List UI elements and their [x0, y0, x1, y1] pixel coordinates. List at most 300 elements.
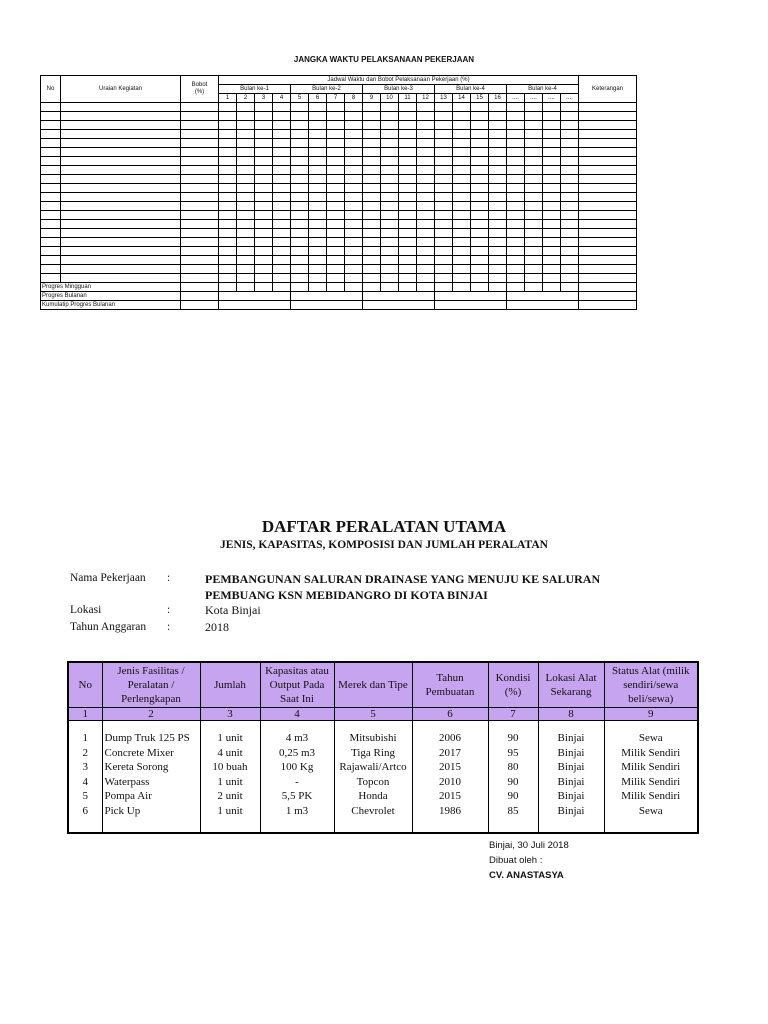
schedule-cell — [471, 283, 489, 292]
info-label-lokasi: Lokasi — [70, 604, 102, 616]
equipment-header-cell: Tahun Pembuatan — [412, 662, 488, 708]
schedule-cell — [61, 175, 181, 184]
schedule-cell — [399, 157, 417, 166]
schedule-header-no: No — [41, 76, 61, 103]
schedule-cell — [435, 247, 453, 256]
schedule-cell — [327, 220, 345, 229]
schedule-cell — [237, 130, 255, 139]
schedule-week-header: 4 — [273, 94, 291, 103]
equipment-header-cell: No — [68, 662, 102, 708]
schedule-footer-row — [41, 301, 637, 310]
schedule-cell — [273, 175, 291, 184]
schedule-cell — [237, 148, 255, 157]
equipment-cell-jenis: Pompa Air — [102, 789, 200, 804]
schedule-cell — [219, 274, 237, 283]
schedule-cell — [327, 121, 345, 130]
schedule-cell — [417, 211, 435, 220]
schedule-cell — [579, 193, 637, 202]
equipment-cell-tahun: 1986 — [412, 804, 488, 819]
schedule-cell — [309, 211, 327, 220]
schedule-cell — [399, 121, 417, 130]
schedule-cell — [273, 247, 291, 256]
schedule-cell — [507, 274, 525, 283]
schedule-cell — [543, 166, 561, 175]
schedule-cell — [471, 121, 489, 130]
schedule-cell — [543, 247, 561, 256]
equipment-cell-no: 3 — [68, 760, 102, 775]
schedule-cell — [381, 148, 399, 157]
schedule-cell — [381, 157, 399, 166]
schedule-cell — [327, 130, 345, 139]
schedule-cell — [435, 238, 453, 247]
schedule-cell — [435, 157, 453, 166]
schedule-cell — [219, 247, 237, 256]
schedule-cell — [219, 103, 237, 112]
schedule-cell — [381, 247, 399, 256]
schedule-cell — [273, 112, 291, 121]
schedule-week-header: .... — [543, 94, 561, 103]
schedule-cell — [309, 274, 327, 283]
schedule-cell — [237, 211, 255, 220]
schedule-cell — [453, 103, 471, 112]
schedule-cell — [181, 139, 219, 148]
schedule-cell — [561, 202, 579, 211]
schedule-cell — [507, 148, 525, 157]
schedule-cell — [41, 229, 61, 238]
schedule-blank-row — [41, 247, 637, 256]
schedule-cell — [525, 148, 543, 157]
schedule-cell — [309, 139, 327, 148]
schedule-cell — [507, 211, 525, 220]
schedule-cell — [61, 112, 181, 121]
schedule-cell — [489, 130, 507, 139]
schedule-cell — [471, 148, 489, 157]
schedule-cell — [363, 175, 381, 184]
schedule-cell — [507, 139, 525, 148]
schedule-week-header: 8 — [345, 94, 363, 103]
schedule-cell — [453, 265, 471, 274]
schedule-cell — [489, 283, 507, 292]
equipment-cell-lokasi: Binjai — [538, 760, 604, 775]
schedule-cell — [363, 211, 381, 220]
schedule-cell — [453, 274, 471, 283]
schedule-cell — [273, 220, 291, 229]
schedule-cell — [399, 247, 417, 256]
schedule-cell — [291, 175, 309, 184]
schedule-cell — [309, 148, 327, 157]
schedule-cell — [579, 103, 637, 112]
schedule-header-bobot-label: Bobot — [191, 82, 208, 88]
schedule-cell — [291, 193, 309, 202]
equipment-row — [68, 760, 698, 775]
equipment-cell-kapasitas: 100 Kg — [260, 760, 334, 775]
equipment-cell-empty — [412, 818, 488, 833]
schedule-cell — [345, 283, 363, 292]
schedule-footer-label: Progres Bulanan — [41, 292, 181, 301]
schedule-month-header: Bulan ke-2 — [291, 85, 363, 94]
schedule-cell — [273, 193, 291, 202]
schedule-cell — [381, 238, 399, 247]
schedule-blank-row — [41, 157, 637, 166]
schedule-cell — [543, 175, 561, 184]
schedule-cell — [525, 139, 543, 148]
schedule-cell — [417, 139, 435, 148]
schedule-cell — [273, 148, 291, 157]
equipment-cell-kondisi: 85 — [488, 804, 538, 819]
schedule-cell — [381, 229, 399, 238]
schedule-cell — [363, 274, 381, 283]
schedule-cell — [543, 256, 561, 265]
schedule-cell — [345, 265, 363, 274]
schedule-cell — [237, 238, 255, 247]
schedule-month-cell — [435, 301, 507, 310]
schedule-cell — [507, 283, 525, 292]
schedule-cell — [345, 229, 363, 238]
schedule-cell — [291, 247, 309, 256]
signature-place-date: Binjai, 30 Juli 2018 — [489, 840, 569, 851]
schedule-cell — [219, 166, 237, 175]
schedule-cell — [381, 211, 399, 220]
equipment-cell-kondisi: 95 — [488, 746, 538, 761]
schedule-cell — [255, 220, 273, 229]
schedule-cell — [327, 211, 345, 220]
schedule-cell — [237, 283, 255, 292]
schedule-cell — [561, 238, 579, 247]
equipment-cell-tahun: 2015 — [412, 760, 488, 775]
schedule-cell — [237, 184, 255, 193]
equipment-cell-merek: Honda — [334, 789, 412, 804]
schedule-cell — [525, 130, 543, 139]
schedule-cell — [363, 139, 381, 148]
schedule-cell — [219, 148, 237, 157]
schedule-cell — [181, 220, 219, 229]
schedule-cell — [255, 166, 273, 175]
schedule-week-header: 6 — [309, 94, 327, 103]
schedule-header-bobot-unit: (%) — [194, 89, 205, 95]
schedule-cell — [41, 130, 61, 139]
schedule-cell — [507, 157, 525, 166]
schedule-blank-row — [41, 148, 637, 157]
schedule-cell — [41, 211, 61, 220]
schedule-cell — [525, 265, 543, 274]
schedule-cell — [399, 211, 417, 220]
schedule-cell — [345, 175, 363, 184]
schedule-week-header: 9 — [363, 94, 381, 103]
equipment-cell-status: Sewa — [604, 731, 698, 746]
schedule-cell — [489, 103, 507, 112]
equipment-cell-no: 6 — [68, 804, 102, 819]
schedule-cell — [453, 238, 471, 247]
schedule-cell — [363, 220, 381, 229]
schedule-cell — [309, 256, 327, 265]
schedule-cell — [489, 148, 507, 157]
schedule-title: JANGKA WAKTU PELAKSANAAN PEKERJAAN — [293, 55, 475, 64]
schedule-week-header: 14 — [453, 94, 471, 103]
equipment-column-number: 3 — [200, 708, 260, 721]
schedule-cell — [417, 184, 435, 193]
schedule-cell — [507, 247, 525, 256]
schedule-cell — [61, 193, 181, 202]
equipment-cell-merek: Tiga Ring — [334, 746, 412, 761]
schedule-cell — [381, 274, 399, 283]
schedule-cell — [543, 184, 561, 193]
schedule-cell — [471, 202, 489, 211]
schedule-cell — [417, 193, 435, 202]
schedule-cell — [435, 184, 453, 193]
schedule-cell — [417, 283, 435, 292]
schedule-cell — [579, 256, 637, 265]
schedule-cell — [399, 238, 417, 247]
schedule-cell — [273, 256, 291, 265]
schedule-week-header: 15 — [471, 94, 489, 103]
schedule-cell — [525, 238, 543, 247]
equipment-cell-jumlah: 1 unit — [200, 804, 260, 819]
schedule-cell — [453, 184, 471, 193]
schedule-cell — [579, 238, 637, 247]
schedule-cell — [291, 211, 309, 220]
schedule-cell — [255, 121, 273, 130]
equipment-cell-merek: Topcon — [334, 775, 412, 790]
schedule-blank-row — [41, 238, 637, 247]
schedule-cell — [255, 256, 273, 265]
schedule-cell — [453, 283, 471, 292]
schedule-cell — [41, 220, 61, 229]
schedule-cell — [471, 220, 489, 229]
schedule-cell — [273, 238, 291, 247]
schedule-cell — [255, 229, 273, 238]
schedule-cell — [327, 139, 345, 148]
schedule-cell — [453, 139, 471, 148]
schedule-cell — [237, 175, 255, 184]
schedule-week-header: 5 — [291, 94, 309, 103]
schedule-cell — [561, 265, 579, 274]
schedule-cell — [381, 256, 399, 265]
equipment-cell-jenis: Pick Up — [102, 804, 200, 819]
schedule-cell — [381, 166, 399, 175]
info-colon: : — [167, 621, 171, 633]
schedule-cell — [291, 184, 309, 193]
schedule-cell — [255, 175, 273, 184]
schedule-cell — [561, 121, 579, 130]
equipment-column-number: 7 — [488, 708, 538, 721]
equipment-cell-no: 1 — [68, 731, 102, 746]
schedule-cell — [435, 202, 453, 211]
schedule-cell — [181, 103, 219, 112]
schedule-cell — [561, 193, 579, 202]
schedule-cell — [291, 202, 309, 211]
schedule-cell — [327, 148, 345, 157]
schedule-cell — [579, 229, 637, 238]
equipment-cell-jenis: Dump Truk 125 PS — [102, 731, 200, 746]
schedule-cell — [237, 139, 255, 148]
schedule-header-bobot — [181, 76, 219, 103]
schedule-cell — [579, 265, 637, 274]
schedule-cell — [435, 112, 453, 121]
schedule-cell — [291, 166, 309, 175]
schedule-cell — [471, 211, 489, 220]
equipment-cell-status: Milik Sendiri — [604, 789, 698, 804]
schedule-cell — [255, 283, 273, 292]
schedule-cell — [489, 184, 507, 193]
schedule-cell — [543, 211, 561, 220]
schedule-cell — [219, 202, 237, 211]
schedule-cell — [345, 238, 363, 247]
schedule-cell — [381, 130, 399, 139]
schedule-cell — [291, 274, 309, 283]
schedule-cell — [181, 175, 219, 184]
schedule-cell — [309, 202, 327, 211]
schedule-cell — [489, 229, 507, 238]
schedule-cell — [363, 157, 381, 166]
schedule-week-header: 10 — [381, 94, 399, 103]
schedule-cell — [363, 256, 381, 265]
schedule-cell — [579, 148, 637, 157]
schedule-cell — [489, 220, 507, 229]
schedule-cell — [273, 103, 291, 112]
equipment-cell-merek: Chevrolet — [334, 804, 412, 819]
schedule-cell — [291, 265, 309, 274]
schedule-cell — [471, 130, 489, 139]
equipment-header-cell: Kapasitas atau Output Pada Saat Ini — [260, 662, 334, 708]
schedule-cell — [435, 103, 453, 112]
schedule-cell — [327, 265, 345, 274]
schedule-cell — [181, 121, 219, 130]
schedule-cell — [561, 256, 579, 265]
schedule-cell — [273, 229, 291, 238]
schedule-cell — [543, 274, 561, 283]
schedule-cell — [525, 211, 543, 220]
schedule-cell — [363, 121, 381, 130]
schedule-cell — [561, 139, 579, 148]
schedule-cell — [489, 166, 507, 175]
schedule-cell — [61, 265, 181, 274]
schedule-cell — [237, 193, 255, 202]
schedule-blank-row — [41, 175, 637, 184]
schedule-cell — [381, 202, 399, 211]
schedule-cell — [309, 265, 327, 274]
schedule-cell — [417, 238, 435, 247]
schedule-cell — [41, 175, 61, 184]
schedule-cell — [255, 193, 273, 202]
equipment-cell-no: 2 — [68, 746, 102, 761]
equipment-title: DAFTAR PERALATAN UTAMA — [261, 517, 507, 536]
equipment-cell-lokasi: Binjai — [538, 804, 604, 819]
equipment-cell-lokasi: Binjai — [538, 775, 604, 790]
schedule-cell — [381, 103, 399, 112]
schedule-cell — [219, 256, 237, 265]
schedule-cell — [345, 121, 363, 130]
schedule-cell — [291, 256, 309, 265]
schedule-cell — [61, 184, 181, 193]
schedule-cell — [435, 265, 453, 274]
equipment-cell-empty — [488, 818, 538, 833]
schedule-cell — [237, 166, 255, 175]
schedule-week-header: .... — [525, 94, 543, 103]
equipment-cell-tahun: 2010 — [412, 775, 488, 790]
schedule-cell — [435, 139, 453, 148]
schedule-cell — [489, 121, 507, 130]
schedule-cell — [507, 112, 525, 121]
schedule-cell — [291, 130, 309, 139]
equipment-header-cell: Merek dan Tipe — [334, 662, 412, 708]
schedule-cell — [399, 184, 417, 193]
schedule-cell — [489, 139, 507, 148]
equipment-cell-tahun: 2015 — [412, 789, 488, 804]
schedule-month-header: Bulan ke-1 — [219, 85, 291, 94]
schedule-cell — [435, 229, 453, 238]
schedule-cell — [291, 238, 309, 247]
schedule-cell — [327, 247, 345, 256]
schedule-cell — [181, 202, 219, 211]
schedule-cell — [417, 220, 435, 229]
schedule-cell — [345, 184, 363, 193]
schedule-cell — [435, 193, 453, 202]
equipment-cell-jenis: Waterpass — [102, 775, 200, 790]
schedule-cell — [489, 238, 507, 247]
equipment-cell-merek: Mitsubishi — [334, 731, 412, 746]
schedule-cell — [309, 121, 327, 130]
schedule-cell — [417, 103, 435, 112]
equipment-cell-empty — [334, 818, 412, 833]
schedule-cell — [561, 229, 579, 238]
equipment-cell-kapasitas: 0,25 m3 — [260, 746, 334, 761]
schedule-cell — [255, 238, 273, 247]
info-value-nama-pekerjaan: PEMBANGUNAN SALURAN DRAINASE YANG MENUJU KE SALURAN PEMBUANG KSN MEBIDANGRO DI KOTA BINJAI — [205, 572, 601, 602]
schedule-cell — [61, 238, 181, 247]
equipment-row — [68, 746, 698, 761]
schedule-cell — [579, 139, 637, 148]
schedule-blank-row — [41, 220, 637, 229]
schedule-cell — [309, 184, 327, 193]
schedule-cell — [435, 274, 453, 283]
schedule-week-header: 2 — [237, 94, 255, 103]
schedule-cell — [579, 247, 637, 256]
schedule-cell — [543, 229, 561, 238]
equipment-cell-jumlah: 2 unit — [200, 789, 260, 804]
schedule-cell — [41, 202, 61, 211]
schedule-month-cell — [363, 301, 435, 310]
equipment-cell-no: 5 — [68, 789, 102, 804]
schedule-cell — [579, 112, 637, 121]
schedule-cell — [273, 130, 291, 139]
schedule-cell — [345, 256, 363, 265]
schedule-footer-label: Progres Mingguan — [41, 283, 181, 292]
schedule-cell — [255, 274, 273, 283]
schedule-cell — [273, 202, 291, 211]
equipment-row — [68, 731, 698, 746]
schedule-cell — [309, 193, 327, 202]
schedule-cell — [273, 283, 291, 292]
schedule-week-header: 1 — [219, 94, 237, 103]
schedule-cell — [399, 202, 417, 211]
schedule-cell — [381, 265, 399, 274]
schedule-cell — [61, 121, 181, 130]
schedule-cell — [255, 139, 273, 148]
schedule-cell — [417, 157, 435, 166]
equipment-cell-kondisi: 80 — [488, 760, 538, 775]
schedule-cell — [489, 274, 507, 283]
schedule-cell — [399, 274, 417, 283]
schedule-cell — [273, 166, 291, 175]
schedule-month-header: Bulan ke-3 — [363, 85, 435, 94]
schedule-cell — [417, 265, 435, 274]
schedule-cell — [471, 139, 489, 148]
schedule-cell — [417, 247, 435, 256]
equipment-cell-jumlah: 4 unit — [200, 746, 260, 761]
schedule-cell — [561, 220, 579, 229]
schedule-cell — [345, 247, 363, 256]
schedule-cell — [543, 148, 561, 157]
